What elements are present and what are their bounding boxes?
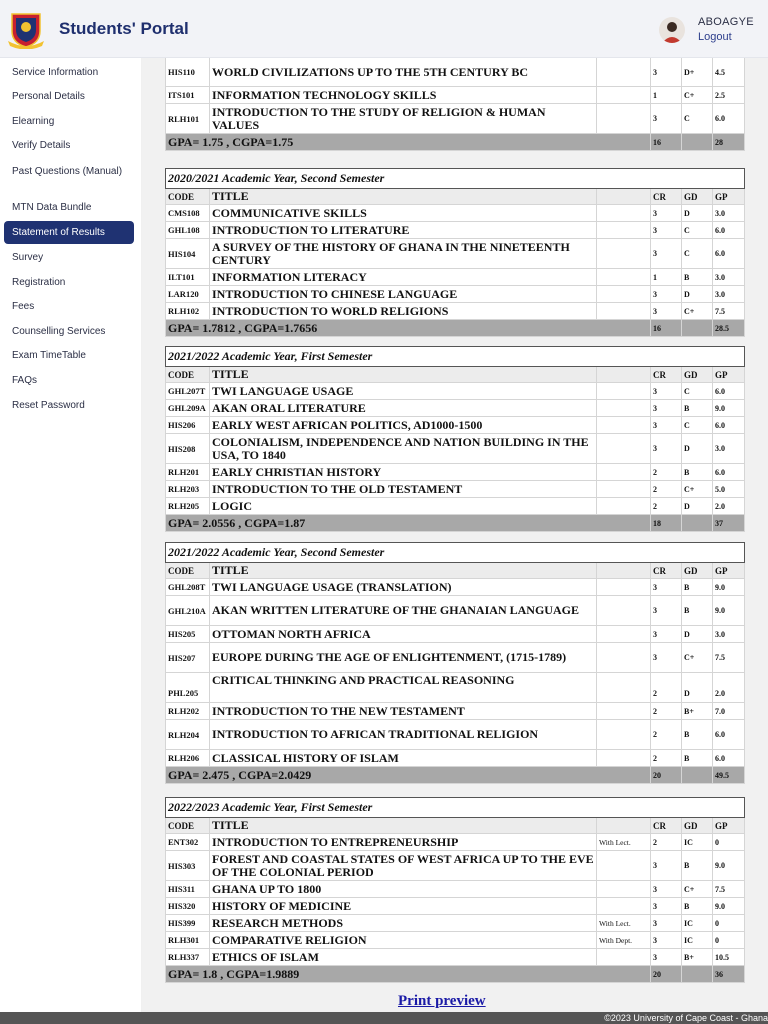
course-grade-point: 7.0 — [713, 703, 745, 720]
semester-caption: 2021/2022 Academic Year, First Semester — [166, 347, 745, 367]
table-row — [166, 498, 745, 515]
course-title: COLONIALISM, INDEPENDENCE AND NATION BUILDING IN THE USA, TO 1840 — [210, 434, 597, 464]
course-grade-point: 4.5 — [713, 58, 745, 87]
course-code: RLH101 — [166, 104, 210, 134]
course-grade-point: 9.0 — [713, 596, 745, 626]
course-credit: 3 — [651, 400, 682, 417]
table-row — [166, 383, 745, 400]
gpa-summary-row — [166, 134, 745, 151]
table-row — [166, 269, 745, 286]
course-title: TWI LANGUAGE USAGE (TRANSLATION) — [210, 579, 597, 596]
table-row — [166, 898, 745, 915]
course-remark: With Dept. — [597, 932, 651, 949]
course-grade-point: 6.0 — [713, 239, 745, 269]
column-header-gp: GP — [713, 818, 745, 834]
course-grade: B — [682, 596, 713, 626]
table-row — [166, 596, 745, 626]
course-title: RESEARCH METHODS — [210, 915, 597, 932]
table-row — [166, 915, 745, 932]
course-credit: 3 — [651, 851, 682, 881]
course-remark — [597, 58, 651, 87]
sidebar-item-statement-of-results[interactable]: Statement of Results — [4, 221, 134, 244]
course-title: INTRODUCTION TO CHINESE LANGUAGE — [210, 286, 597, 303]
course-title: LOGIC — [210, 498, 597, 515]
course-grade: B+ — [682, 949, 713, 966]
total-credits: 20 — [651, 966, 682, 983]
course-grade-point: 9.0 — [713, 851, 745, 881]
results-content — [142, 0, 768, 1012]
course-code: HIS205 — [166, 626, 210, 643]
column-header-code: CODE — [166, 189, 210, 205]
course-grade-point: 9.0 — [713, 579, 745, 596]
total-credits: 18 — [651, 515, 682, 532]
course-grade-point: 6.0 — [713, 464, 745, 481]
course-grade: B — [682, 720, 713, 750]
sidebar-item-verify-details[interactable]: Verify Details — [12, 140, 71, 151]
course-credit: 1 — [651, 269, 682, 286]
table-row — [166, 750, 745, 767]
course-credit: 3 — [651, 434, 682, 464]
gpa-summary-row — [166, 767, 745, 784]
semester-caption: 2022/2023 Academic Year, First Semester — [166, 798, 745, 818]
course-code: HIS320 — [166, 898, 210, 915]
table-row — [166, 87, 745, 104]
course-grade-point: 0 — [713, 915, 745, 932]
course-code: ITS101 — [166, 87, 210, 104]
course-credit: 3 — [651, 205, 682, 222]
course-credit: 3 — [651, 626, 682, 643]
course-grade-point: 3.0 — [713, 286, 745, 303]
course-title: TWI LANGUAGE USAGE — [210, 383, 597, 400]
sidebar-item-service-information[interactable]: Service Information — [12, 67, 99, 78]
course-code: HIS207 — [166, 643, 210, 673]
course-title: CLASSICAL HISTORY OF ISLAM — [210, 750, 597, 767]
course-credit: 2 — [651, 481, 682, 498]
course-code: GHL207T — [166, 383, 210, 400]
total-grade-points: 28.5 — [713, 320, 745, 337]
course-grade: C+ — [682, 643, 713, 673]
course-grade-point: 9.0 — [713, 898, 745, 915]
table-row — [166, 673, 745, 703]
course-grade-point: 7.5 — [713, 643, 745, 673]
course-code: HIS303 — [166, 851, 210, 881]
course-grade: D — [682, 205, 713, 222]
course-grade-point: 10.5 — [713, 949, 745, 966]
course-grade-point: 6.0 — [713, 417, 745, 434]
course-grade: D — [682, 498, 713, 515]
course-code: HIS311 — [166, 881, 210, 898]
course-remark: With Lect. — [597, 834, 651, 851]
course-grade-point: 6.0 — [713, 383, 745, 400]
course-grade: IC — [682, 915, 713, 932]
table-header-row — [166, 818, 745, 834]
course-title: INTRODUCTION TO AFRICAN TRADITIONAL RELIGION — [210, 720, 597, 750]
course-title: COMPARATIVE RELIGION — [210, 932, 597, 949]
course-grade: B+ — [682, 703, 713, 720]
course-grade-point: 3.0 — [713, 434, 745, 464]
course-code: GHL210A — [166, 596, 210, 626]
course-credit: 2 — [651, 750, 682, 767]
course-code: CMS108 — [166, 205, 210, 222]
column-header-gd: GD — [682, 189, 713, 205]
user-avatar[interactable] — [659, 17, 685, 43]
course-title: COMMUNICATIVE SKILLS — [210, 205, 597, 222]
course-code: HIS208 — [166, 434, 210, 464]
table-row — [166, 481, 745, 498]
table-row — [166, 286, 745, 303]
table-row — [166, 851, 745, 881]
sidebar-nav — [0, 58, 142, 1012]
sidebar-item-elearning[interactable]: Elearning — [12, 116, 55, 127]
table-row — [166, 222, 745, 239]
column-header-gp: GP — [713, 367, 745, 383]
course-credit: 2 — [651, 720, 682, 750]
table-row — [166, 834, 745, 851]
column-header-title: TITLE — [210, 818, 597, 834]
course-title: GHANA UP TO 1800 — [210, 881, 597, 898]
column-header-cr: CR — [651, 563, 682, 579]
course-credit: 3 — [651, 383, 682, 400]
table-row — [166, 932, 745, 949]
course-title: INTRODUCTION TO THE STUDY OF RELIGION & HUMAN VALUES — [210, 104, 597, 134]
course-grade: B — [682, 400, 713, 417]
course-title: AKAN ORAL LITERATURE — [210, 400, 597, 417]
course-credit: 3 — [651, 596, 682, 626]
course-grade: D — [682, 434, 713, 464]
gpa-text: GPA= 1.75 , CGPA=1.75 — [166, 134, 651, 151]
table-row — [166, 703, 745, 720]
column-header-title: TITLE — [210, 563, 597, 579]
course-credit: 3 — [651, 579, 682, 596]
table-row — [166, 464, 745, 481]
table-row — [166, 58, 745, 87]
course-credit: 3 — [651, 303, 682, 320]
course-grade-point: 5.0 — [713, 481, 745, 498]
print-preview-link[interactable]: Print preview — [398, 993, 486, 1009]
semester-caption: 2021/2022 Academic Year, Second Semester — [166, 543, 745, 563]
page-footer — [0, 1012, 768, 1024]
course-credit: 2 — [651, 464, 682, 481]
course-code: RLH206 — [166, 750, 210, 767]
table-row — [166, 881, 745, 898]
table-row — [166, 303, 745, 320]
course-title: INTRODUCTION TO THE OLD TESTAMENT — [210, 481, 597, 498]
course-code: ENT302 — [166, 834, 210, 851]
gpa-summary-row — [166, 515, 745, 532]
course-code: LAR120 — [166, 286, 210, 303]
column-header-code: CODE — [166, 367, 210, 383]
column-header-gd: GD — [682, 563, 713, 579]
course-title: INTRODUCTION TO LITERATURE — [210, 222, 597, 239]
total-credits: 20 — [651, 767, 682, 784]
course-grade: B — [682, 579, 713, 596]
course-credit: 3 — [651, 58, 682, 87]
course-grade: C+ — [682, 481, 713, 498]
course-grade: IC — [682, 834, 713, 851]
university-crest-logo[interactable] — [6, 11, 46, 49]
sidebar-item-exam-timetable[interactable]: Exam TimeTable — [12, 350, 86, 361]
course-grade-point: 7.5 — [713, 303, 745, 320]
semester-table — [165, 797, 745, 983]
table-row — [166, 434, 745, 464]
course-credit: 3 — [651, 881, 682, 898]
gpa-text: GPA= 1.8 , CGPA=1.9889 — [166, 966, 651, 983]
course-grade-point: 3.0 — [713, 626, 745, 643]
course-code: HIS104 — [166, 239, 210, 269]
course-grade: IC — [682, 932, 713, 949]
column-header-cr: CR — [651, 818, 682, 834]
course-grade: C — [682, 104, 713, 134]
course-remark — [597, 87, 651, 104]
table-row — [166, 643, 745, 673]
course-grade: C+ — [682, 87, 713, 104]
course-grade-point: 0 — [713, 834, 745, 851]
course-code: RLH202 — [166, 703, 210, 720]
gpa-text: GPA= 1.7812 , CGPA=1.7656 — [166, 320, 651, 337]
portal-title: Students' Portal — [59, 19, 189, 38]
total-credits: 16 — [651, 320, 682, 337]
course-code: PHL205 — [166, 673, 210, 703]
column-header-code: CODE — [166, 818, 210, 834]
semester-table — [165, 542, 745, 784]
course-remark: With Lect. — [597, 915, 651, 932]
user-avatar-image — [659, 17, 685, 43]
course-grade: B — [682, 269, 713, 286]
course-grade: B — [682, 750, 713, 767]
course-grade: D — [682, 673, 713, 703]
table-row — [166, 239, 745, 269]
semester-table — [165, 346, 745, 532]
table-row — [166, 417, 745, 434]
course-credit: 3 — [651, 949, 682, 966]
table-header-row — [166, 563, 745, 579]
course-code: RLH201 — [166, 464, 210, 481]
course-grade-point: 6.0 — [713, 104, 745, 134]
course-grade-point: 7.5 — [713, 881, 745, 898]
sidebar-item-registration[interactable]: Registration — [12, 277, 66, 288]
table-header-row — [166, 189, 745, 205]
course-title: EARLY WEST AFRICAN POLITICS, AD1000-1500 — [210, 417, 597, 434]
course-code: RLH102 — [166, 303, 210, 320]
course-grade: B — [682, 464, 713, 481]
course-credit: 2 — [651, 834, 682, 851]
total-grade-points: 36 — [713, 966, 745, 983]
course-code: RLH204 — [166, 720, 210, 750]
course-grade: B — [682, 851, 713, 881]
course-title: AKAN WRITTEN LITERATURE OF THE GHANAIAN LANGUAGE — [210, 596, 597, 626]
column-header-title: TITLE — [210, 189, 597, 205]
course-grade-point: 3.0 — [713, 269, 745, 286]
course-credit: 1 — [651, 87, 682, 104]
course-credit: 3 — [651, 915, 682, 932]
course-grade: D — [682, 626, 713, 643]
course-code: HIS399 — [166, 915, 210, 932]
course-code: RLH337 — [166, 949, 210, 966]
course-grade: C — [682, 239, 713, 269]
course-grade: C — [682, 222, 713, 239]
course-title: INFORMATION TECHNOLOGY SKILLS — [210, 87, 597, 104]
table-row — [166, 720, 745, 750]
sidebar-item-counselling-services[interactable]: Counselling Services — [12, 326, 106, 337]
column-header-code: CODE — [166, 563, 210, 579]
course-remark — [597, 104, 651, 134]
top-header — [0, 0, 768, 58]
course-grade-point: 2.0 — [713, 498, 745, 515]
sidebar-item-past-questions[interactable]: Past Questions (Manual) — [12, 166, 123, 177]
course-credit: 3 — [651, 417, 682, 434]
course-title: EUROPE DURING THE AGE OF ENLIGHTENMENT, (1715-1789) — [210, 643, 597, 673]
table-row — [166, 579, 745, 596]
semester-table — [165, 168, 745, 337]
course-credit: 2 — [651, 498, 682, 515]
course-grade: C+ — [682, 881, 713, 898]
table-row — [166, 626, 745, 643]
course-grade-point: 2.0 — [713, 673, 745, 703]
sidebar-item-reset-password[interactable]: Reset Password — [12, 400, 85, 411]
table-row — [166, 104, 745, 134]
course-code: HIS110 — [166, 58, 210, 87]
course-title: FOREST AND COASTAL STATES OF WEST AFRICA UP TO THE EVE OF THE COLONIAL PERIOD — [210, 851, 597, 881]
course-grade-point: 3.0 — [713, 205, 745, 222]
sidebar-item-faqs[interactable]: FAQs — [12, 375, 38, 386]
course-code: GHL108 — [166, 222, 210, 239]
course-title: INTRODUCTION TO ENTREPRENEURSHIP — [210, 834, 597, 851]
gpa-summary-row — [166, 966, 745, 983]
course-credit: 3 — [651, 898, 682, 915]
course-grade-point: 2.5 — [713, 87, 745, 104]
user-name: ABOAGYE — [698, 16, 754, 28]
table-row — [166, 400, 745, 417]
course-credit: 3 — [651, 932, 682, 949]
course-credit: 3 — [651, 222, 682, 239]
course-credit: 3 — [651, 643, 682, 673]
course-credit: 2 — [651, 703, 682, 720]
course-grade-point: 0 — [713, 932, 745, 949]
column-header-gp: GP — [713, 189, 745, 205]
column-header-cr: CR — [651, 189, 682, 205]
course-title: CRITICAL THINKING AND PRACTICAL REASONING — [210, 673, 597, 703]
course-title: INFORMATION LITERACY — [210, 269, 597, 286]
course-grade: C — [682, 383, 713, 400]
course-title: HISTORY OF MEDICINE — [210, 898, 597, 915]
course-title: ETHICS OF ISLAM — [210, 949, 597, 966]
gpa-summary-row — [166, 320, 745, 337]
course-grade: B — [682, 898, 713, 915]
course-code: RLH301 — [166, 932, 210, 949]
gpa-text: GPA= 2.475 , CGPA=2.0429 — [166, 767, 651, 784]
course-grade: C — [682, 417, 713, 434]
total-grade-points: 37 — [713, 515, 745, 532]
column-header-gd: GD — [682, 367, 713, 383]
sidebar-item-mtn-data-bundle[interactable]: MTN Data Bundle — [12, 202, 92, 213]
course-credit: 2 — [651, 673, 682, 703]
course-code: ILT101 — [166, 269, 210, 286]
column-header-title: TITLE — [210, 367, 597, 383]
sidebar-item-personal-details[interactable]: Personal Details — [12, 91, 85, 102]
course-credit: 3 — [651, 104, 682, 134]
course-code: HIS206 — [166, 417, 210, 434]
course-title: WORLD CIVILIZATIONS UP TO THE 5TH CENTURY BC — [210, 58, 597, 87]
footer-copyright: ©2023 University of Cape Coast - Ghana — [604, 1013, 768, 1023]
course-title: INTRODUCTION TO WORLD RELIGIONS — [210, 303, 597, 320]
course-title: OTTOMAN NORTH AFRICA — [210, 626, 597, 643]
course-grade: D+ — [682, 58, 713, 87]
course-grade: D — [682, 286, 713, 303]
table-row — [166, 949, 745, 966]
course-title: A SURVEY OF THE HISTORY OF GHANA IN THE NINETEENTH CENTURY — [210, 239, 597, 269]
course-grade-point: 6.0 — [713, 720, 745, 750]
total-grade-points: 49.5 — [713, 767, 745, 784]
gpa-text: GPA= 2.0556 , CGPA=1.87 — [166, 515, 651, 532]
column-header-cr: CR — [651, 367, 682, 383]
course-code: RLH203 — [166, 481, 210, 498]
logout-link[interactable]: Logout — [698, 31, 732, 43]
course-grade: C+ — [682, 303, 713, 320]
semester-caption: 2020/2021 Academic Year, Second Semester — [166, 169, 745, 189]
course-code: RLH205 — [166, 498, 210, 515]
column-header-gd: GD — [682, 818, 713, 834]
course-title: INTRODUCTION TO THE NEW TESTAMENT — [210, 703, 597, 720]
column-header-gp: GP — [713, 563, 745, 579]
course-title: EARLY CHRISTIAN HISTORY — [210, 464, 597, 481]
course-grade-point: 6.0 — [713, 222, 745, 239]
course-credit: 3 — [651, 286, 682, 303]
course-credit: 3 — [651, 239, 682, 269]
course-code: GHL209A — [166, 400, 210, 417]
sidebar-item-survey[interactable]: Survey — [12, 252, 44, 263]
course-grade-point: 6.0 — [713, 750, 745, 767]
table-row — [166, 205, 745, 222]
course-grade-point: 9.0 — [713, 400, 745, 417]
course-code: GHL208T — [166, 579, 210, 596]
table-header-row — [166, 367, 745, 383]
sidebar-item-fees[interactable]: Fees — [12, 301, 35, 312]
total-credits: 16 — [651, 134, 682, 151]
total-grade-points: 28 — [713, 134, 745, 151]
